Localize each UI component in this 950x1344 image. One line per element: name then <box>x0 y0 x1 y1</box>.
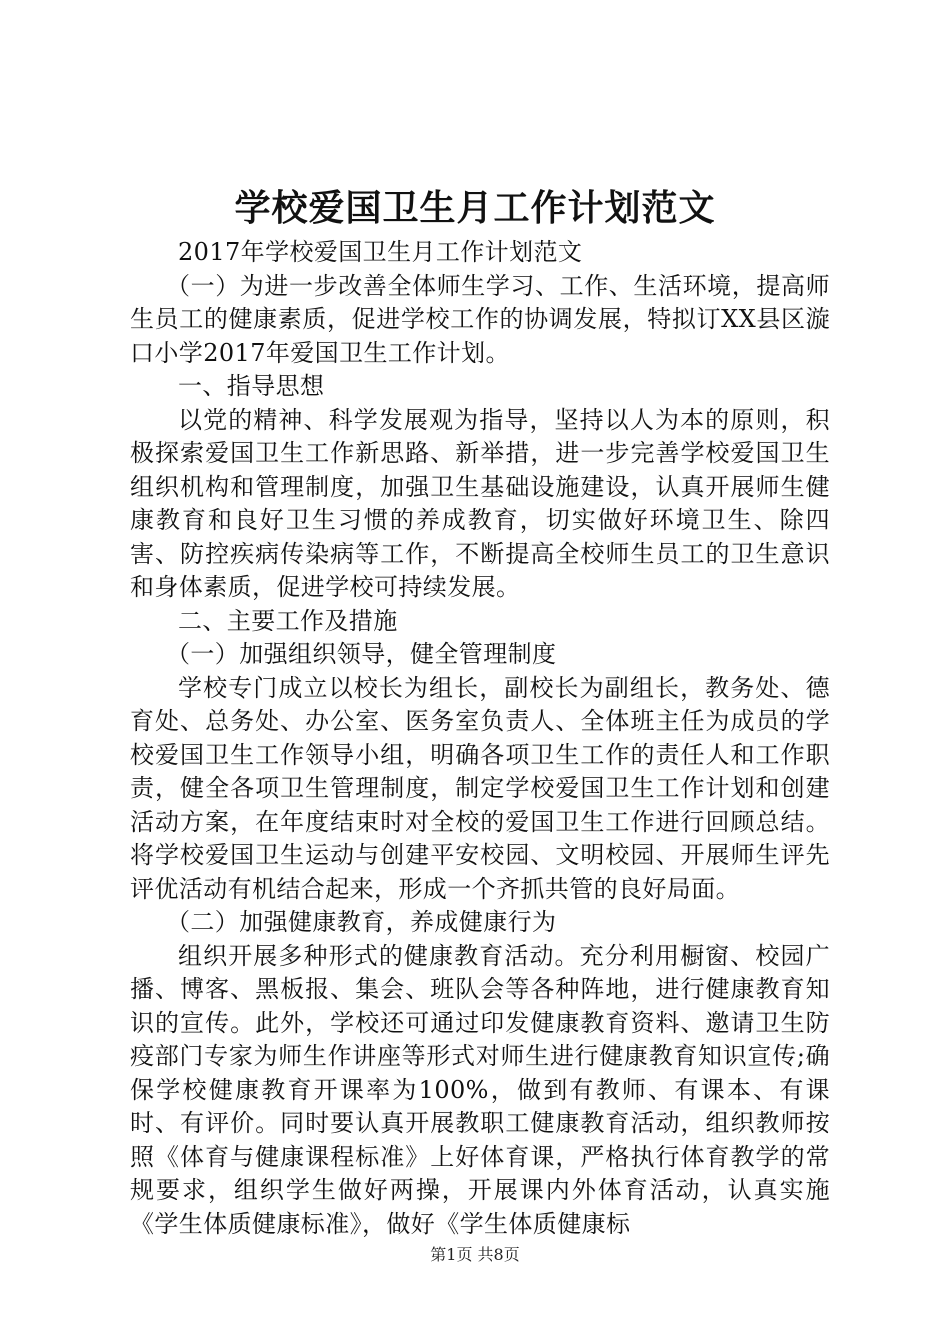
organization-paragraph: 学校专门成立以校长为组长，副校长为副组长，教务处、德育处、总务处、办公室、医务室负责人、全体班主任为成员的学校爱国卫生工作领导小组，明确各项卫生工作的责任人和工作职责，健全各项卫生管理制度，制定学校爱国卫生工作计划和创建活动方案，在年度结束时对全校的爱国卫生工作进行回顾总结。将学校爱国卫生运动与创建平安校园、文明校园、开展师生评先评优活动有机结合起来，形成一个齐抓共管的良好局面。 <box>130 673 830 903</box>
health-education-paragraph: 组织开展多种形式的健康教育活动。充分利用橱窗、校园广播、博客、黑板报、集会、班队会等各种阵地，进行健康教育知识的宣传。此外，学校还可通过印发健康教育资料、邀请卫生防疫部门专家为师生作讲座等形式对师生进行健康教育知识宣传;确保学校健康教育开课率为100%，做到有教师、有课本、有课时、有评价。同时要认真开展教职工健康教育活动，组织教师按照《体育与健康课程标准》上好体育课，严格执行体育教学的常规要求，组织学生做好两操，开展课内外体育活动，认真实施《学生体质健康标准》，做好《学生体质健康标 <box>130 941 830 1238</box>
guiding-ideology-paragraph: 以党的精神、科学发展观为指导，坚持以人为本的原则，积极探索爱国卫生工作新思路、新举措，进一步完善学校爱国卫生组织机构和管理制度，加强卫生基础设施建设，认真开展师生健康教育和良好卫生习惯的养成教育，切实做好环境卫生、除四害、防控疾病传染病等工作，不断提高全校师生员工的卫生意识和身体素质，促进学校可持续发展。 <box>130 405 830 601</box>
document-title: 学校爱国卫生月工作计划范文 <box>234 187 716 229</box>
page-footer: 第1页 共8页 <box>430 1245 520 1264</box>
subtitle-paragraph: 2017年学校爱国卫生月工作计划范文 <box>178 238 583 266</box>
subsection-heading-organization: （一）加强组织领导，健全管理制度 <box>166 640 557 668</box>
intro-paragraph: （一）为进一步改善全体师生学习、工作、生活环境，提高师生员工的健康素质，促进学校工作的协调发展，特拟订XX县区漩口小学2017年爱国卫生工作计划。 <box>130 271 830 367</box>
document-body <box>130 236 830 1241</box>
section-heading-main-work: 二、主要工作及措施 <box>178 606 398 635</box>
subsection-heading-health-education: （二）加强健康教育，养成健康行为 <box>166 908 557 936</box>
section-heading-guiding-ideology: 一、指导思想 <box>178 372 325 400</box>
